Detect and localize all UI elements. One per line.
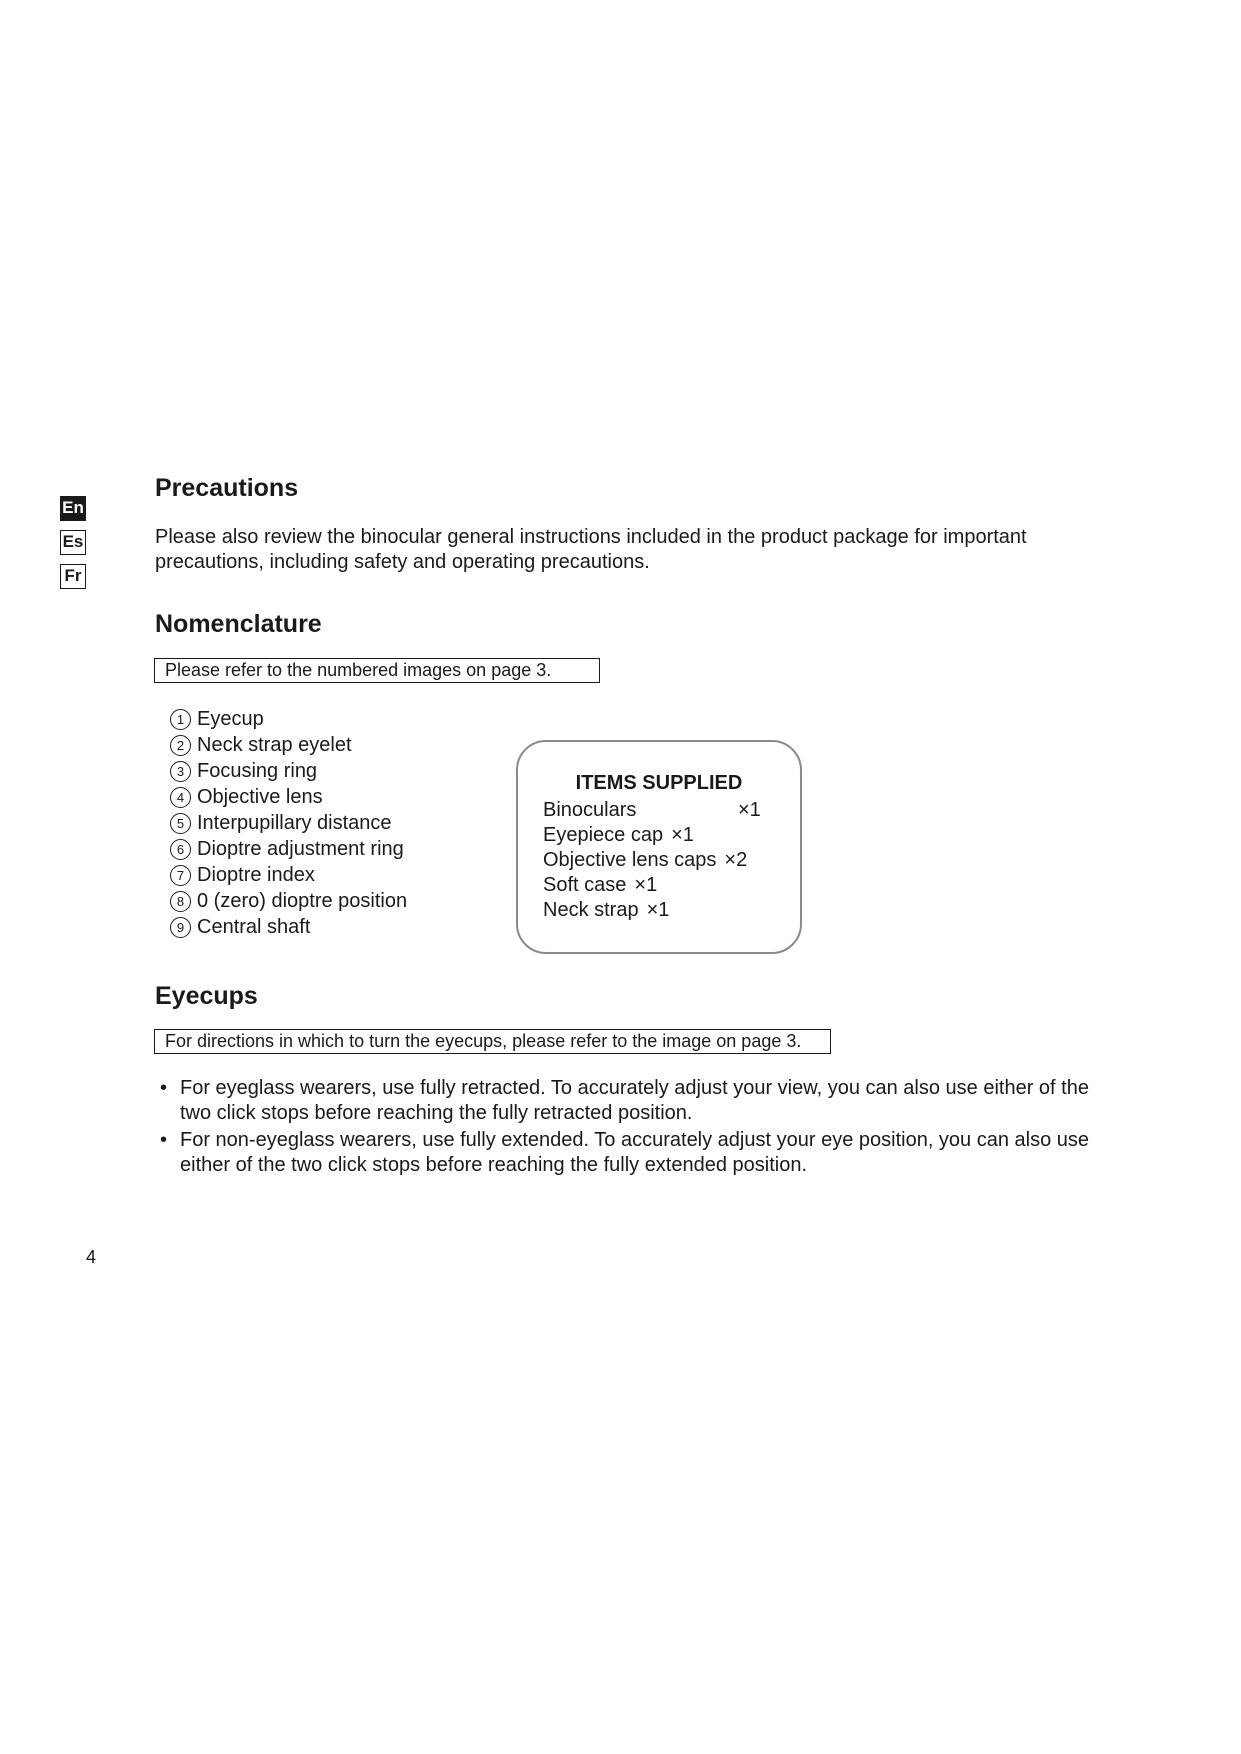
part-label: 0 (zero) dioptre position (197, 890, 408, 912)
part-label: Dioptre index (197, 864, 315, 886)
part-label: Interpupillary distance (197, 812, 392, 834)
language-tabs (60, 496, 86, 598)
number-badge: 4 (170, 787, 191, 808)
list-item (170, 914, 407, 940)
precautions-text: Please also review the binocular general instructions included in the product package for important precautions, including safety and operating precautions. (155, 526, 1027, 573)
item-qty: ×1 (634, 874, 658, 896)
part-label: Objective lens (197, 786, 323, 808)
list-item (160, 1076, 1120, 1126)
part-label: Focusing ring (197, 760, 318, 782)
item-qty: ×1 (646, 899, 670, 921)
part-label: Dioptre adjustment ring (197, 838, 404, 860)
items-supplied-title: ITEMS SUPPLIED (575, 772, 743, 794)
supplied-item (543, 823, 800, 848)
bullet-icon: • (160, 1129, 168, 1151)
eyecups-bullet-list (160, 1076, 1120, 1180)
items-supplied-box (516, 740, 802, 954)
bullet-text: For eyeglass wearers, use fully retracted. To accurately adjust your view, you can also use either of the two click stops before reaching the fully retracted position. (180, 1077, 1089, 1124)
list-item (170, 758, 407, 784)
precautions-heading: Precautions (155, 474, 299, 502)
item-name: Neck strap (543, 899, 639, 921)
number-badge: 7 (170, 865, 191, 886)
list-item (170, 862, 407, 888)
list-item (170, 810, 407, 836)
number-badge: 5 (170, 813, 191, 834)
nomenclature-reference-box: Please refer to the numbered images on page 3. (154, 658, 600, 683)
bullet-text: For non-eyeglass wearers, use fully extended. To accurately adjust your eye position, you can also use either of the two click stops before reaching the fully extended position. (180, 1129, 1090, 1176)
item-name: Soft case (543, 874, 627, 896)
lang-tab-fr[interactable]: Fr (60, 564, 86, 589)
lang-tab-es[interactable]: Es (60, 530, 86, 555)
list-item (170, 784, 407, 810)
list-item (160, 1128, 1120, 1178)
item-qty: ×2 (724, 849, 748, 871)
supplied-item (543, 898, 800, 923)
item-name: Binoculars (543, 799, 637, 821)
item-name: Objective lens caps (543, 849, 717, 871)
part-label: Central shaft (197, 916, 311, 938)
number-badge: 2 (170, 735, 191, 756)
supplied-item (543, 873, 800, 898)
list-item (170, 732, 407, 758)
bullet-icon: • (160, 1077, 168, 1099)
nomenclature-heading: Nomenclature (155, 610, 322, 638)
eyecups-reference-box: For directions in which to turn the eyecups, please refer to the image on page 3. (154, 1029, 831, 1054)
part-label: Eyecup (197, 708, 264, 730)
list-item (170, 706, 407, 732)
part-label: Neck strap eyelet (197, 734, 352, 756)
number-badge: 9 (170, 917, 191, 938)
number-badge: 6 (170, 839, 191, 860)
supplied-item (543, 848, 800, 873)
eyecups-heading: Eyecups (155, 982, 258, 1010)
item-qty: ×1 (738, 799, 761, 821)
number-badge: 1 (170, 709, 191, 730)
parts-list (170, 706, 407, 940)
item-qty: ×1 (671, 824, 694, 846)
supplied-item (543, 798, 800, 823)
item-name: Eyepiece cap (543, 824, 664, 846)
page-number: 4 (86, 1247, 97, 1267)
list-item (170, 888, 407, 914)
lang-tab-en[interactable]: En (60, 496, 86, 521)
number-badge: 3 (170, 761, 191, 782)
list-item (170, 836, 407, 862)
number-badge: 8 (170, 891, 191, 912)
